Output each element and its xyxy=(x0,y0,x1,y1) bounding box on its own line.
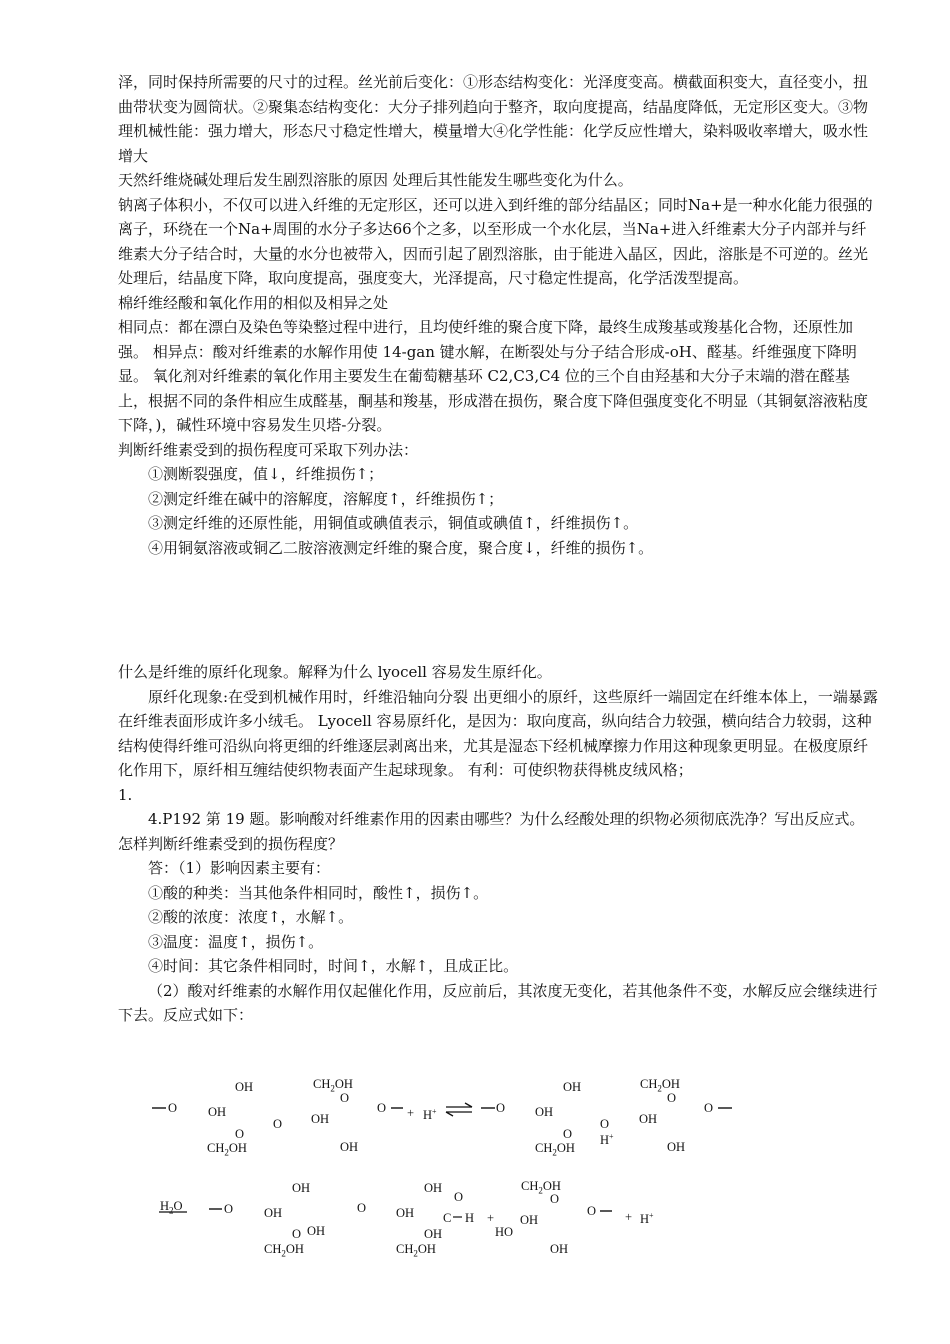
chem-label: OH xyxy=(424,1181,443,1195)
chem-label: H xyxy=(465,1211,475,1225)
chem-label: $CH_2OH$ xyxy=(640,1077,680,1094)
chem-label: $CH_2OH$ xyxy=(396,1242,436,1259)
chem-label: O xyxy=(357,1201,367,1215)
chem-label: OH xyxy=(639,1112,658,1126)
chem-label: O xyxy=(600,1117,610,1131)
chem-label: OH xyxy=(396,1206,415,1220)
chem-label: O xyxy=(235,1127,245,1141)
chem-label: O xyxy=(168,1101,178,1115)
chem-label: OH xyxy=(311,1112,330,1126)
chem-label: $CH_2OH$ xyxy=(313,1077,353,1094)
chem-label: OH xyxy=(208,1105,227,1119)
chem-label: O xyxy=(273,1117,283,1131)
chem-label: O xyxy=(377,1101,387,1115)
answer-acid-oxidation: 相同点：都在漂白及染色等染整过程中进行，且均使纤维的聚合度下降，最终生成羧基或羧基化合物，还原性加强。 相异点：酸对纤维素的水解作用使 14-gan 键水解，在断裂处与分子结合形成-oH、醛基。纤维强度下降明显。 氧化剂对纤维素的氧化作用主要发生在葡萄糖基环 C2,C3,C4 位的三个自由羟基和大分子末端的潜在醛基上，根据不同的条件相应生成醛基，酮基和羧基，形成潜在损伤，聚合度下降但强度变化不明显（其铜氨溶液粘度下降，)，碱性环境中容易发生贝塔-分裂。 xyxy=(118,318,869,434)
chem-label: $CH_2OH$ xyxy=(535,1141,575,1158)
chem-label: O xyxy=(454,1190,464,1204)
factor-item: ③温度：温度↑，损伤↑。 xyxy=(148,932,324,951)
chem-label: OH xyxy=(563,1080,582,1094)
chem-label: OH xyxy=(535,1105,554,1119)
chem-label: O xyxy=(340,1091,350,1105)
factor-item: ④时间：其它条件相同时，时间↑，水解↑，且成正比。 xyxy=(148,957,519,975)
chem-label: $CH_2OH$ xyxy=(521,1179,561,1196)
mercerization-paragraph: 泽，同时保持所需要的尺寸的过程。丝光前后变化：①形态结构变化：光泽度变高。横截面积变大，直径变小，扭曲带状变为圆筒状。②聚集态结构变化：大分子排列趋向于整齐，取向度提高，结晶度降低，无定形区变大。③物理机械性能：强力增大，形态尺寸稳定性增大，模量增大④化学性能：化学反应性增大，染料吸收率增大，吸水性增大 xyxy=(118,73,869,165)
chem-label: HO xyxy=(495,1225,514,1239)
question-swelling: 天然纤维烧碱处理后发生剧烈溶胀的原因 处理后其性能发生哪些变化为什么。 xyxy=(118,171,633,189)
chem-label: O xyxy=(496,1101,506,1115)
chem-label: O xyxy=(587,1204,597,1218)
chem-label: H+ xyxy=(640,1211,654,1227)
chem-label: OH xyxy=(424,1227,443,1241)
chem-label: O xyxy=(292,1227,302,1241)
chem-label: H+ xyxy=(600,1132,614,1148)
question-acid-oxidation: 棉纤维经酸和氧化作用的相似及相异之处 xyxy=(118,293,389,312)
chem-label: H+ xyxy=(423,1107,437,1123)
chem-label: OH xyxy=(340,1140,359,1154)
question-fibrillation: 什么是纤维的原纤化现象。解释为什么 lyocell 容易发生原纤化。 xyxy=(118,663,552,681)
chem-label: + xyxy=(487,1211,495,1225)
chem-label: $CH_2OH$ xyxy=(264,1242,304,1259)
method-item: ④用铜氨溶液或铜乙二胺溶液测定纤维的聚合度，聚合度↓，纤维的损伤↑。 xyxy=(148,538,654,557)
list-number: 1. xyxy=(118,785,133,804)
answer-swelling: 钠离子体积小，不仅可以进入纤维的无定形区，还可以进入到纤维的部分结晶区；同时Na+是一种水化能力很强的离子，环绕在一个Na+周围的水分子多达66个之多，以至形成一个水化层，当Na+进入纤维素大分子内部并与纤维素大分子结合时，大量的水分也被带入，因而引起了剧烈溶胀，由于能进入晶区，因此，溶胀是不可逆的。丝光处理后，结晶度下降，取向度提高，强度变大，光泽提高，尺寸稳定性提高，化学活泼型提高。 xyxy=(118,195,873,287)
factor-item: ①酸的种类：当其他条件相同时，酸性↑，损伤↑。 xyxy=(148,883,489,902)
chem-label: OH xyxy=(307,1224,326,1238)
chem-label: C xyxy=(443,1211,452,1225)
chem-label: + xyxy=(407,1106,415,1120)
method-item: ③测定纤维的还原性能，用铜值或碘值表示，铜值或碘值↑，纤维损伤↑。 xyxy=(148,514,639,532)
chem-label: + xyxy=(625,1210,633,1224)
chem-label: $H_2O$ xyxy=(160,1199,183,1216)
method-item: ①测断裂强度，值↓，纤维损伤↑； xyxy=(148,465,384,483)
chem-label: O xyxy=(563,1127,573,1141)
factor-item: ②酸的浓度：浓度↑，水解↑。 xyxy=(148,908,354,926)
chem-label: OH xyxy=(264,1206,283,1220)
chem-label: OH xyxy=(667,1140,686,1154)
answer-fibrillation: 原纤化现象:在受到机械作用时，纤维沿轴向分裂 出更细小的原纤，这些原纤一端固定在纤维本体上，一端暴露在纤维表面形成许多小绒毛。 Lyocell 容易原纤化，是因为：取向度高，纵向结合力较强，横向结合力较弱，这种结构使得纤维可沿纵向将更细的纤维逐层剥离出来，尤其是湿态下经机械摩擦力作用这种现象更明显。在极度原纤化作用下，原纤相互缠结使织物表面产生起球现象。 有利：可使织物获得桃皮绒风格； xyxy=(118,687,878,779)
chem-label: OH xyxy=(550,1242,569,1256)
chem-label: O xyxy=(224,1202,234,1216)
chem-label: O xyxy=(550,1192,560,1206)
hydrolysis-paragraph: （2）酸对纤维素的水解作用仅起催化作用，反应前后，其浓度无变化，若其他条件不变，水解反应会继续进行下去。反应式如下： xyxy=(118,981,878,1024)
chem-label: O xyxy=(667,1091,677,1105)
equilibrium-arrow-icon xyxy=(446,1103,472,1116)
chem-label: OH xyxy=(235,1080,254,1094)
chem-label: $CH_2OH$ xyxy=(207,1141,247,1158)
chem-label: OH xyxy=(520,1213,539,1227)
chem-label: OH xyxy=(292,1181,311,1195)
question-damage-methods: 判断纤维素受到的损伤程度可采取下列办法： xyxy=(118,440,419,459)
method-item: ②测定纤维在碱中的溶解度，溶解度↑，纤维损伤↑； xyxy=(148,489,504,508)
answer-intro: 答：（1）影响因素主要有： xyxy=(148,859,331,877)
chem-label: O xyxy=(704,1101,714,1115)
question-p192-19: 4.P192 第 19 题。影响酸对纤维素作用的因素由哪些？为什么经酸处理的织物必须彻底洗净？写出反应式。怎样判断纤维素受到的损伤程度？ xyxy=(118,810,865,853)
